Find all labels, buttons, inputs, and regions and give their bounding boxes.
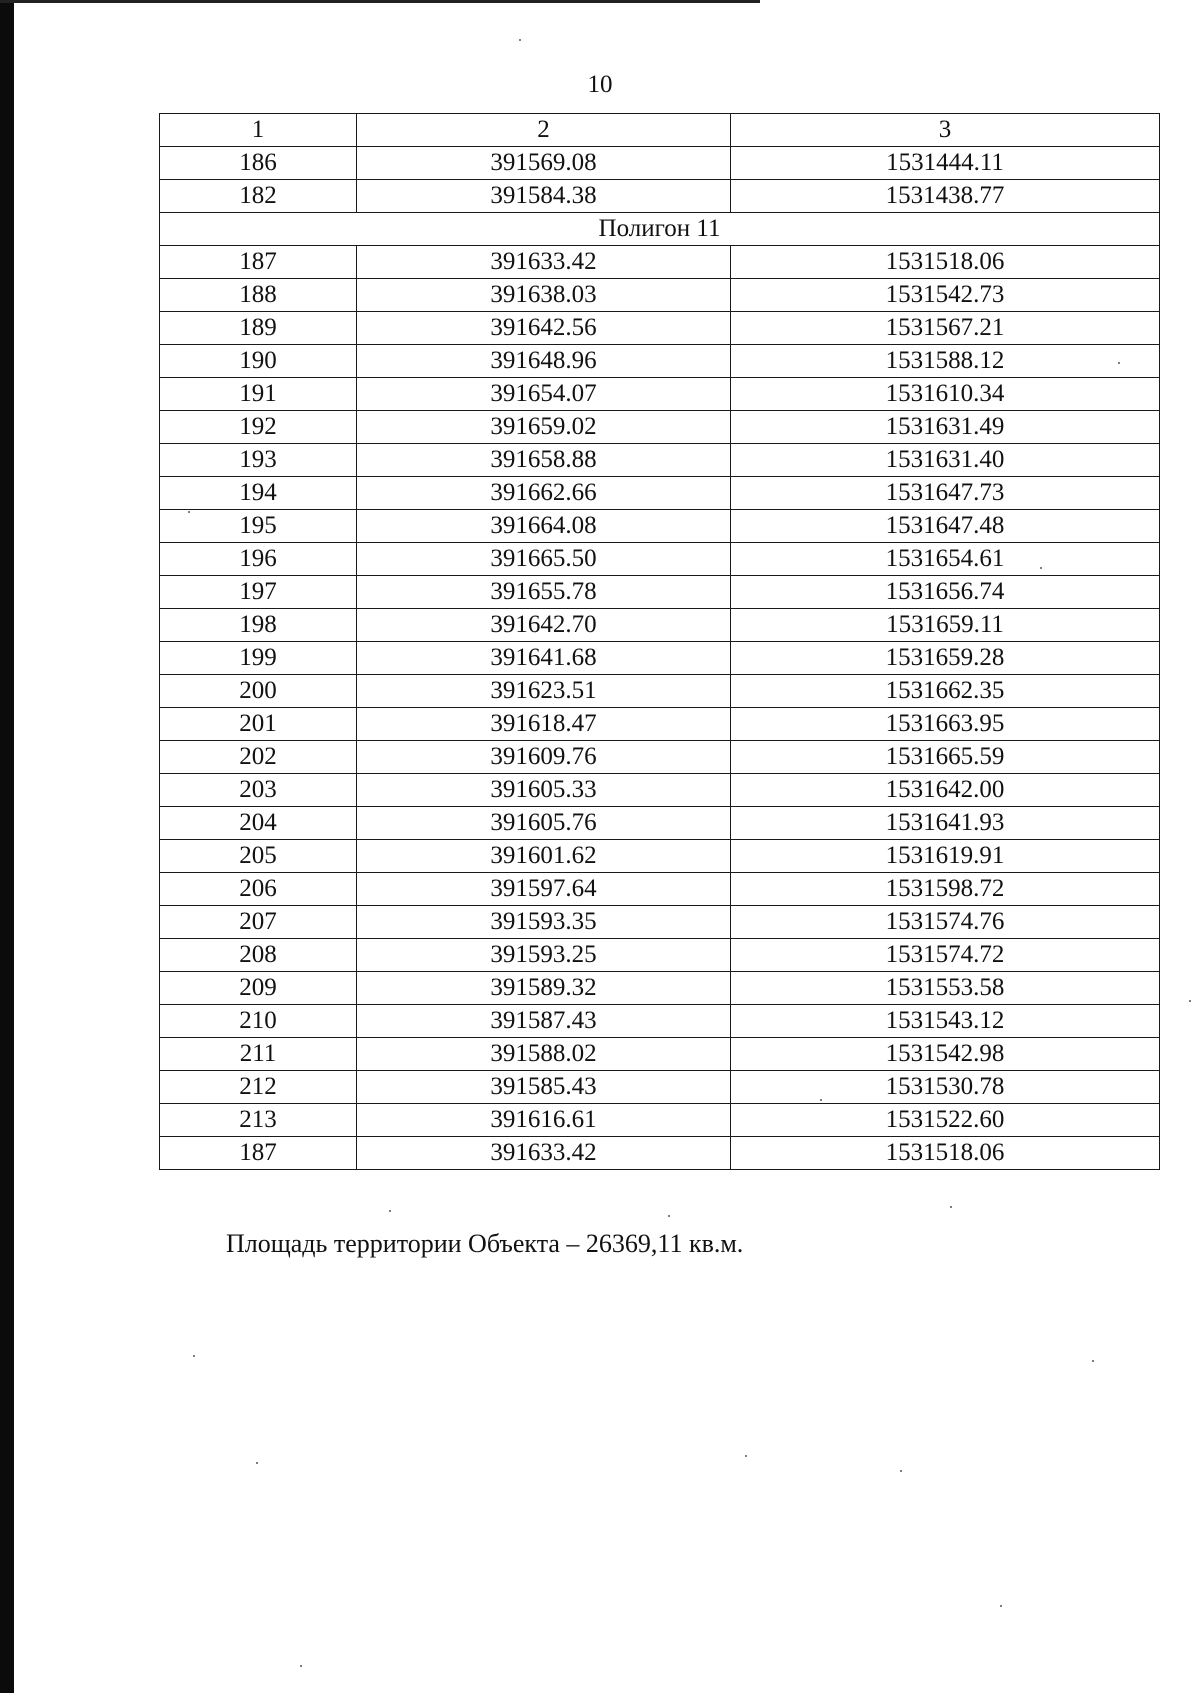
point-number-cell: 212 — [160, 1071, 357, 1104]
x-coordinate-cell: 391642.70 — [357, 609, 731, 642]
table-row — [160, 741, 1160, 774]
x-coordinate-cell: 391623.51 — [357, 675, 731, 708]
x-coordinate-cell: 391641.68 — [357, 642, 731, 675]
x-coordinate-cell: 391588.02 — [357, 1038, 731, 1071]
page-number: 10 — [587, 71, 613, 98]
y-coordinate-cell: 1531656.74 — [731, 576, 1160, 609]
point-number-cell: 211 — [160, 1038, 357, 1071]
table-row — [160, 246, 1160, 279]
x-coordinate-cell: 391589.32 — [357, 972, 731, 1005]
x-coordinate-cell: 391638.03 — [357, 279, 731, 312]
y-coordinate-cell: 1531647.73 — [731, 477, 1160, 510]
x-coordinate-cell: 391584.38 — [357, 180, 731, 213]
y-coordinate-cell: 1531647.48 — [731, 510, 1160, 543]
point-number-cell: 198 — [160, 609, 357, 642]
y-coordinate-cell: 1531518.06 — [731, 1137, 1160, 1170]
scan-speck — [1118, 362, 1120, 364]
scan-speck — [745, 1455, 747, 1457]
point-number-cell: 200 — [160, 675, 357, 708]
x-coordinate-cell: 391597.64 — [357, 873, 731, 906]
object-area-text: Площадь территории Объекта – 26369,11 кв.м. — [226, 1229, 744, 1258]
y-coordinate-cell: 1531553.58 — [731, 972, 1160, 1005]
column-header-3: 3 — [731, 114, 1160, 147]
section-title-row — [160, 213, 1160, 246]
point-number-cell: 196 — [160, 543, 357, 576]
x-coordinate-cell: 391665.50 — [357, 543, 731, 576]
table-row — [160, 939, 1160, 972]
scan-speck — [193, 1355, 195, 1357]
point-number-cell: 194 — [160, 477, 357, 510]
x-coordinate-cell: 391664.08 — [357, 510, 731, 543]
y-coordinate-cell: 1531610.34 — [731, 378, 1160, 411]
table-row — [160, 576, 1160, 609]
scan-speck — [256, 1462, 258, 1464]
table-row — [160, 1137, 1160, 1170]
scan-edge-top — [0, 0, 760, 3]
point-number-cell: 197 — [160, 576, 357, 609]
y-coordinate-cell: 1531567.21 — [731, 312, 1160, 345]
point-number-cell: 210 — [160, 1005, 357, 1038]
table-row — [160, 510, 1160, 543]
x-coordinate-cell: 391593.25 — [357, 939, 731, 972]
table-row — [160, 444, 1160, 477]
point-number-cell: 191 — [160, 378, 357, 411]
table-row — [160, 180, 1160, 213]
x-coordinate-cell: 391605.76 — [357, 807, 731, 840]
table-row — [160, 807, 1160, 840]
table-row — [160, 873, 1160, 906]
point-number-cell: 182 — [160, 180, 357, 213]
table-row — [160, 675, 1160, 708]
point-number-cell: 204 — [160, 807, 357, 840]
x-coordinate-cell: 391605.33 — [357, 774, 731, 807]
y-coordinate-cell: 1531444.11 — [731, 147, 1160, 180]
point-number-cell: 205 — [160, 840, 357, 873]
scan-speck — [900, 1470, 902, 1472]
scan-speck — [300, 1665, 302, 1667]
column-header-1: 1 — [160, 114, 357, 147]
x-coordinate-cell: 391642.56 — [357, 312, 731, 345]
y-coordinate-cell: 1531654.61 — [731, 543, 1160, 576]
x-coordinate-cell: 391601.62 — [357, 840, 731, 873]
x-coordinate-cell: 391585.43 — [357, 1071, 731, 1104]
table-header-row — [160, 114, 1160, 147]
scan-speck — [188, 511, 190, 513]
point-number-cell: 187 — [160, 1137, 357, 1170]
table-row — [160, 1071, 1160, 1104]
point-number-cell: 202 — [160, 741, 357, 774]
y-coordinate-cell: 1531631.49 — [731, 411, 1160, 444]
y-coordinate-cell: 1531588.12 — [731, 345, 1160, 378]
table-row — [160, 1104, 1160, 1137]
point-number-cell: 206 — [160, 873, 357, 906]
x-coordinate-cell: 391659.02 — [357, 411, 731, 444]
y-coordinate-cell: 1531619.91 — [731, 840, 1160, 873]
point-number-cell: 207 — [160, 906, 357, 939]
y-coordinate-cell: 1531542.73 — [731, 279, 1160, 312]
point-number-cell: 186 — [160, 147, 357, 180]
scan-speck — [1189, 1000, 1191, 1002]
table-row — [160, 840, 1160, 873]
table-row — [160, 906, 1160, 939]
point-number-cell: 213 — [160, 1104, 357, 1137]
y-coordinate-cell: 1531518.06 — [731, 246, 1160, 279]
table-row — [160, 609, 1160, 642]
y-coordinate-cell: 1531662.35 — [731, 675, 1160, 708]
x-coordinate-cell: 391648.96 — [357, 345, 731, 378]
scan-speck — [950, 1206, 952, 1208]
point-number-cell: 190 — [160, 345, 357, 378]
y-coordinate-cell: 1531522.60 — [731, 1104, 1160, 1137]
point-number-cell: 187 — [160, 246, 357, 279]
x-coordinate-cell: 391655.78 — [357, 576, 731, 609]
coordinates-table — [159, 113, 1160, 1170]
scan-edge-left — [0, 0, 14, 1693]
y-coordinate-cell: 1531631.40 — [731, 444, 1160, 477]
table-row — [160, 345, 1160, 378]
table-row — [160, 972, 1160, 1005]
x-coordinate-cell: 391658.88 — [357, 444, 731, 477]
y-coordinate-cell: 1531659.28 — [731, 642, 1160, 675]
scan-speck — [1040, 567, 1042, 569]
x-coordinate-cell: 391587.43 — [357, 1005, 731, 1038]
point-number-cell: 201 — [160, 708, 357, 741]
point-number-cell: 199 — [160, 642, 357, 675]
table-row — [160, 378, 1160, 411]
y-coordinate-cell: 1531659.11 — [731, 609, 1160, 642]
scan-speck — [519, 39, 521, 41]
x-coordinate-cell: 391662.66 — [357, 477, 731, 510]
x-coordinate-cell: 391593.35 — [357, 906, 731, 939]
polygon-section-title: Полигон 11 — [160, 213, 1160, 246]
y-coordinate-cell: 1531642.00 — [731, 774, 1160, 807]
table-row — [160, 1038, 1160, 1071]
y-coordinate-cell: 1531598.72 — [731, 873, 1160, 906]
table-row — [160, 147, 1160, 180]
scan-speck — [1092, 1360, 1094, 1362]
y-coordinate-cell: 1531574.76 — [731, 906, 1160, 939]
coordinates-table-body — [160, 114, 1160, 1170]
y-coordinate-cell: 1531543.12 — [731, 1005, 1160, 1038]
y-coordinate-cell: 1531574.72 — [731, 939, 1160, 972]
x-coordinate-cell: 391633.42 — [357, 1137, 731, 1170]
table-row — [160, 312, 1160, 345]
y-coordinate-cell: 1531542.98 — [731, 1038, 1160, 1071]
table-row — [160, 477, 1160, 510]
scan-speck — [820, 1099, 822, 1101]
point-number-cell: 193 — [160, 444, 357, 477]
column-header-2: 2 — [357, 114, 731, 147]
table-row — [160, 708, 1160, 741]
point-number-cell: 208 — [160, 939, 357, 972]
x-coordinate-cell: 391618.47 — [357, 708, 731, 741]
point-number-cell: 209 — [160, 972, 357, 1005]
point-number-cell: 195 — [160, 510, 357, 543]
y-coordinate-cell: 1531665.59 — [731, 741, 1160, 774]
y-coordinate-cell: 1531438.77 — [731, 180, 1160, 213]
table-row — [160, 774, 1160, 807]
y-coordinate-cell: 1531530.78 — [731, 1071, 1160, 1104]
table-row — [160, 411, 1160, 444]
x-coordinate-cell: 391654.07 — [357, 378, 731, 411]
x-coordinate-cell: 391633.42 — [357, 246, 731, 279]
point-number-cell: 189 — [160, 312, 357, 345]
scan-speck — [389, 1210, 391, 1212]
y-coordinate-cell: 1531663.95 — [731, 708, 1160, 741]
x-coordinate-cell: 391609.76 — [357, 741, 731, 774]
scan-speck — [1000, 1605, 1002, 1607]
table-row — [160, 279, 1160, 312]
y-coordinate-cell: 1531641.93 — [731, 807, 1160, 840]
scan-speck — [668, 1215, 670, 1217]
table-row — [160, 543, 1160, 576]
point-number-cell: 188 — [160, 279, 357, 312]
x-coordinate-cell: 391616.61 — [357, 1104, 731, 1137]
table-row — [160, 642, 1160, 675]
point-number-cell: 192 — [160, 411, 357, 444]
x-coordinate-cell: 391569.08 — [357, 147, 731, 180]
table-row — [160, 1005, 1160, 1038]
point-number-cell: 203 — [160, 774, 357, 807]
